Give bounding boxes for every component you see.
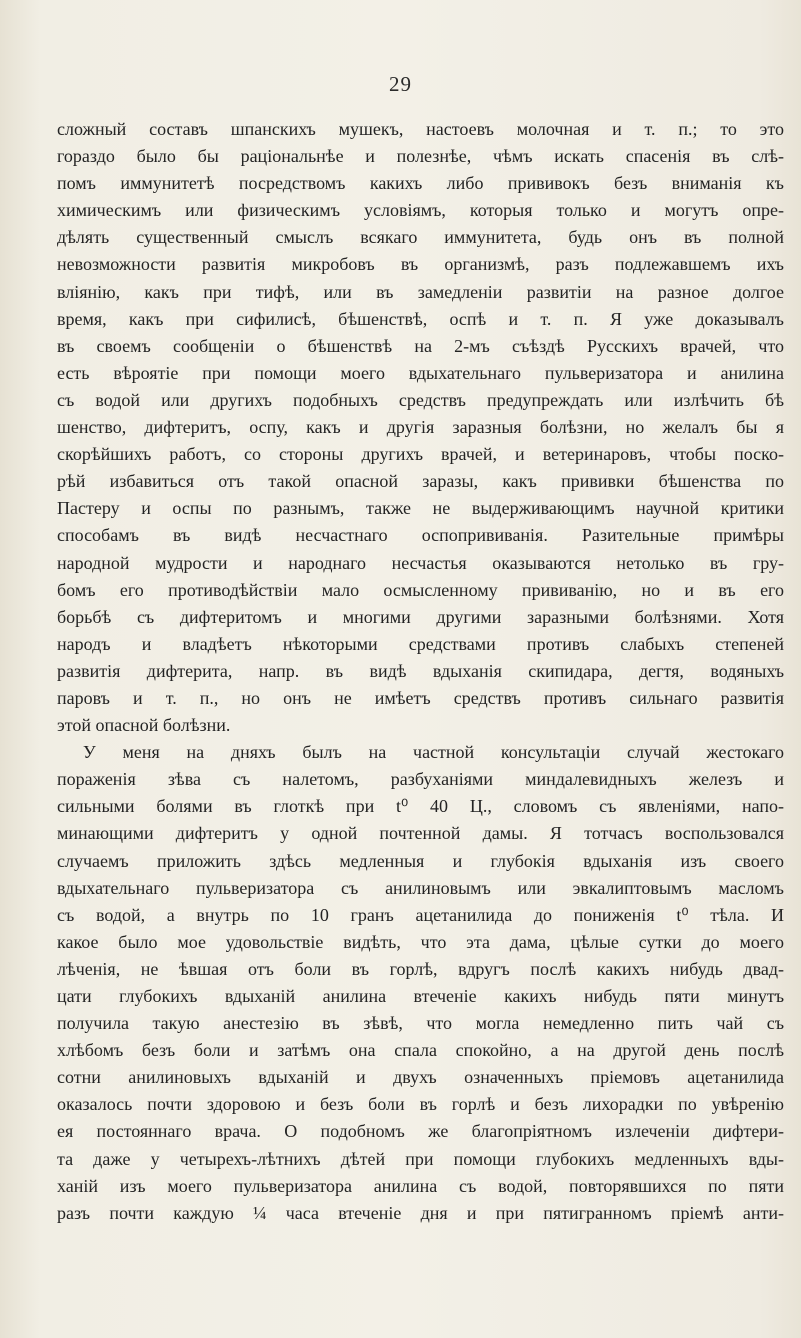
text-line: лѣченія, не ѣвшая отъ боли въ горлѣ, вдругъ послѣ какихъ нибудь двад- — [57, 958, 784, 979]
text-line: борьбѣ съ дифтеритомъ и многими другими заразными болѣзнями. Хотя — [57, 606, 784, 627]
text-line: развитія дифтерита, напр. въ видѣ вдыханія скипидара, дегтя, водяныхъ — [57, 660, 784, 681]
text-line: шенство, дифтеритъ, оспу, какъ и другія заразныя болѣзни, но желалъ бы я — [57, 417, 784, 438]
text-line: народъ и владѣетъ нѣкоторыми средствами противъ слабыхъ степеней — [57, 633, 784, 654]
text-line: скорѣйшихъ работъ, со стороны другихъ врачей, и ветеринаровъ, чтобы поско- — [57, 444, 784, 465]
text-line: сильными болями въ глоткѣ при t⁰ 40 Ц., словомъ съ явленіями, напо- — [57, 796, 784, 817]
text-line: цати глубокихъ вдыханій анилина втеченіе какихъ нибудь пяти минутъ — [57, 986, 784, 1006]
text-line: вдыхательнаго пульверизатора съ анилиновымъ или эвкалиптовымъ масломъ — [57, 877, 784, 898]
text-line: получила такую анестезію въ зѣвѣ, что могла немедленно пить чай съ — [57, 1013, 784, 1034]
text-line: хлѣбомъ безъ боли и затѣмъ она спала спокойно, а на другой день послѣ — [57, 1040, 784, 1061]
text-line: гораздо было бы раціональнѣе и полезнѣе, чѣмъ искать спасенія въ слѣ- — [57, 146, 784, 167]
page-number: 29 — [389, 72, 412, 96]
text-line: Пастеру и оспы по разнымъ, также не выдерживающимъ научной критики — [57, 498, 784, 519]
text-line: съ водой, а внутрь по 10 гранъ ацетанилида до пониженія t⁰ тѣла. И — [57, 904, 784, 925]
text-line: этой опасной болѣзни. — [57, 715, 231, 736]
text-line: съ водой или другихъ подобныхъ средствъ предупреждать или излѣчить бѣ — [57, 389, 784, 410]
text-line: ея постояннаго врача. О подобномъ же благопріятномъ излеченіи дифтери- — [57, 1121, 784, 1142]
text-line: есть вѣроятіе при помощи моего вдыхательнаго пульверизатора и анилина — [57, 362, 784, 383]
text-line: минающими дифтеритъ у одной почтенной дамы. Я тотчасъ воспользовался — [57, 823, 784, 844]
text-line: паровъ и т. п., но онъ не имѣетъ средствъ противъ сильнаго развитія — [57, 687, 784, 708]
text-line: та даже у четырехъ-лѣтнихъ дѣтей при помощи глубокихъ медленныхъ вды- — [57, 1148, 784, 1169]
text-line: пораженія зѣва съ налетомъ, разбуханіями миндалевидныхъ железъ и — [57, 769, 784, 790]
text-line: народной мудрости и народнаго несчастья оказываются нетолько въ гру- — [57, 552, 784, 573]
text-line: химическимъ или физическимъ условіямъ, которыя только и могутъ опре- — [57, 200, 784, 221]
text-line: невозможности развитія микробовъ въ организмѣ, разъ подлежавшемъ ихъ — [57, 254, 784, 275]
text-line: какое было мое удовольствіе видѣть, что эта дама, цѣлые сутки до моего — [57, 931, 784, 952]
text-line: оказалось почти здоровою и безъ боли въ горлѣ и безъ лихорадки по увѣренію — [57, 1094, 784, 1115]
body-text — [57, 116, 784, 1227]
text-line: въ своемъ сообщеніи о бѣшенствѣ на 2-мъ съѣздѣ Русскихъ врачей, что — [57, 335, 784, 356]
text-line: разъ почти каждую ¼ часа втеченіе дня и при пятигранномъ пріемѣ анти- — [57, 1202, 784, 1223]
text-line: вліянію, какъ при тифѣ, или въ замедленіи развитіи на разное долгое — [57, 281, 784, 302]
text-line: способамъ въ видѣ несчастнаго оспопрививанія. Разительные примѣры — [57, 525, 784, 546]
text-line: время, какъ при сифилисѣ, бѣшенствѣ, оспѣ и т. п. Я уже доказывалъ — [57, 308, 784, 329]
text-line: бомъ его противодѣйствіи мало осмысленному прививанію, но и въ его — [57, 579, 784, 600]
text-line: У меня на дняхъ былъ на частной консультаціи случай жестокаго — [83, 742, 784, 763]
text-line: ханій изъ моего пульверизатора анилина съ водой, повторявшихся по пяти — [57, 1175, 784, 1196]
text-line: случаемъ приложить здѣсь медленныя и глубокія вдыханія изъ своего — [57, 850, 784, 871]
text-line: помъ иммунитетѣ посредствомъ какихъ либо прививокъ безъ вниманія къ — [57, 173, 784, 194]
text-line: дѣлять существенный смыслъ всякаго иммунитета, будь онъ въ полной — [57, 227, 784, 248]
text-line: сотни анилиновыхъ вдыханій и двухъ означенныхъ пріемовъ ацетанилида — [57, 1067, 784, 1088]
text-line: сложный составъ шпанскихъ мушекъ, настоевъ молочная и т. п.; то это — [57, 119, 784, 139]
text-line: рѣй избавиться отъ такой опасной заразы, какъ прививки бѣшенства по — [57, 471, 784, 492]
